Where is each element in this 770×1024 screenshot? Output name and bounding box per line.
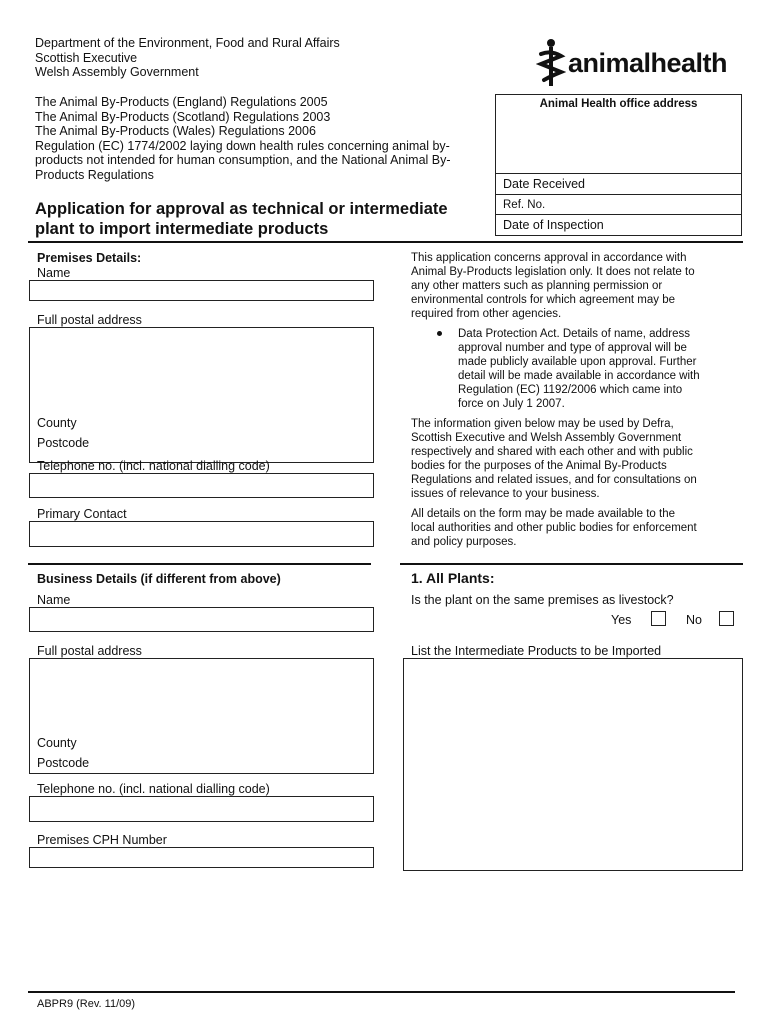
organisation-list xyxy=(35,36,340,80)
ref-no-label: Ref. No. xyxy=(503,199,546,211)
bullet-icon xyxy=(437,331,442,336)
info-line: All details on the form may be made available to the xyxy=(411,508,676,520)
info-line: environmental controls for which agreement may be xyxy=(411,294,675,306)
regulation-line: Regulation (EC) 1774/2002 laying down health rules concerning animal by- xyxy=(35,138,450,153)
premises-name-input[interactable] xyxy=(29,280,374,301)
cph-number-label: Premises CPH Number xyxy=(37,833,167,847)
cph-number-input[interactable] xyxy=(29,847,374,868)
business-postal-input[interactable] xyxy=(29,658,374,774)
page-title xyxy=(35,199,448,239)
business-telephone-input[interactable] xyxy=(29,796,374,822)
primary-contact-input[interactable] xyxy=(29,521,374,547)
info-line: issues of relevance to your business. xyxy=(411,488,600,500)
public-availability-paragraph xyxy=(411,507,697,549)
all-plants-heading: 1. All Plants: xyxy=(411,570,495,586)
info-line: The information given below may be used by Defra, xyxy=(411,418,674,430)
caduceus-icon xyxy=(536,38,566,88)
org-line: Scottish Executive xyxy=(35,50,138,65)
divider xyxy=(28,991,735,993)
divider xyxy=(400,563,743,565)
office-address-label: Animal Health office address xyxy=(539,98,698,110)
info-line: local authorities and other public bodies for enforcement xyxy=(411,522,697,534)
logo-wordmark: animalhealth xyxy=(568,48,728,78)
premises-name-label: Name xyxy=(37,266,71,280)
no-checkbox[interactable] xyxy=(719,611,734,626)
business-telephone-label: Telephone no. (incl. national dialling code) xyxy=(37,782,270,796)
info-line: Animal By-Products legislation only. It does not relate to xyxy=(411,266,695,278)
business-heading: Business Details (if different from above) xyxy=(37,572,281,586)
form-code: ABPR9 (Rev. 11/09) xyxy=(37,998,136,1010)
business-name-label: Name xyxy=(37,593,71,607)
bullet-line: approval number and type of approval will be xyxy=(458,342,687,354)
info-line: Regulations and related issues, and for consultations on xyxy=(411,474,697,486)
bullet-line: detail will be made available in accordance with xyxy=(458,370,700,382)
regulation-line: Products Regulations xyxy=(35,167,154,182)
premises-county-label: County xyxy=(37,416,77,430)
primary-contact-label: Primary Contact xyxy=(37,507,127,521)
premises-postal-label: Full postal address xyxy=(37,313,142,327)
business-postcode-label: Postcode xyxy=(37,756,90,770)
business-county-label: County xyxy=(37,736,77,750)
yes-checkbox[interactable] xyxy=(651,611,666,626)
data-protection-bullet xyxy=(458,327,700,411)
info-sharing-paragraph xyxy=(411,417,697,501)
date-received-label: Date Received xyxy=(503,177,585,191)
info-line: required from other agencies. xyxy=(411,308,562,320)
bullet-line: Data Protection Act. Details of name, address xyxy=(458,328,691,340)
business-postal-label: Full postal address xyxy=(37,644,142,658)
divider xyxy=(28,241,743,243)
org-line: Welsh Assembly Government xyxy=(35,65,199,79)
bullet-line: force on July 1 2007. xyxy=(458,398,565,410)
info-line: any other matters such as planning permission or xyxy=(411,280,663,292)
info-line: This application concerns approval in accordance with xyxy=(411,252,687,264)
intermediate-products-input[interactable] xyxy=(403,658,743,871)
ref-no-field[interactable] xyxy=(495,194,742,215)
regulation-line: The Animal By-Products (Wales) Regulations 2006 xyxy=(35,124,316,138)
divider xyxy=(28,563,371,565)
date-of-inspection-label: Date of Inspection xyxy=(503,218,604,232)
intermediate-products-label: List the Intermediate Products to be Imported xyxy=(411,644,662,658)
no-label: No xyxy=(686,613,702,627)
title-line: Application for approval as technical or intermediate xyxy=(35,200,448,218)
info-line: respectively and shared with each other and with public xyxy=(411,446,693,458)
premises-telephone-label: Telephone no. (incl. national dialling code) xyxy=(37,459,270,473)
title-line: plant to import intermediate products xyxy=(35,220,329,238)
livestock-question: Is the plant on the same premises as livestock? xyxy=(411,593,674,607)
yes-label: Yes xyxy=(611,613,632,627)
premises-postcode-label: Postcode xyxy=(37,436,90,450)
business-name-input[interactable] xyxy=(29,607,374,632)
office-address-box[interactable] xyxy=(495,94,742,174)
premises-postal-input[interactable] xyxy=(29,327,374,463)
animal-health-logo xyxy=(536,38,736,90)
regulation-line: products not intended for human consumption, and the National Animal By- xyxy=(35,153,451,167)
premises-telephone-input[interactable] xyxy=(29,473,374,498)
info-paragraph xyxy=(411,251,695,321)
org-line: Department of the Environment, Food and Rural Affairs xyxy=(35,36,340,50)
date-received-field[interactable] xyxy=(495,173,742,195)
info-line: and policy purposes. xyxy=(411,536,517,548)
info-line: bodies for the purposes of the Animal By-Products xyxy=(411,460,667,472)
premises-heading: Premises Details: xyxy=(37,251,142,265)
bullet-line: Regulation (EC) 1192/2006 which came into xyxy=(458,384,683,396)
info-line: Scottish Executive and Welsh Assembly Government xyxy=(411,432,682,444)
regulation-line: The Animal By-Products (Scotland) Regulations 2003 xyxy=(35,109,331,124)
bullet-line: made publicly available upon approval. Further xyxy=(458,356,697,368)
regulations-list xyxy=(35,95,451,182)
regulation-line: The Animal By-Products (England) Regulations 2005 xyxy=(35,95,328,109)
date-of-inspection-field[interactable] xyxy=(495,214,742,236)
